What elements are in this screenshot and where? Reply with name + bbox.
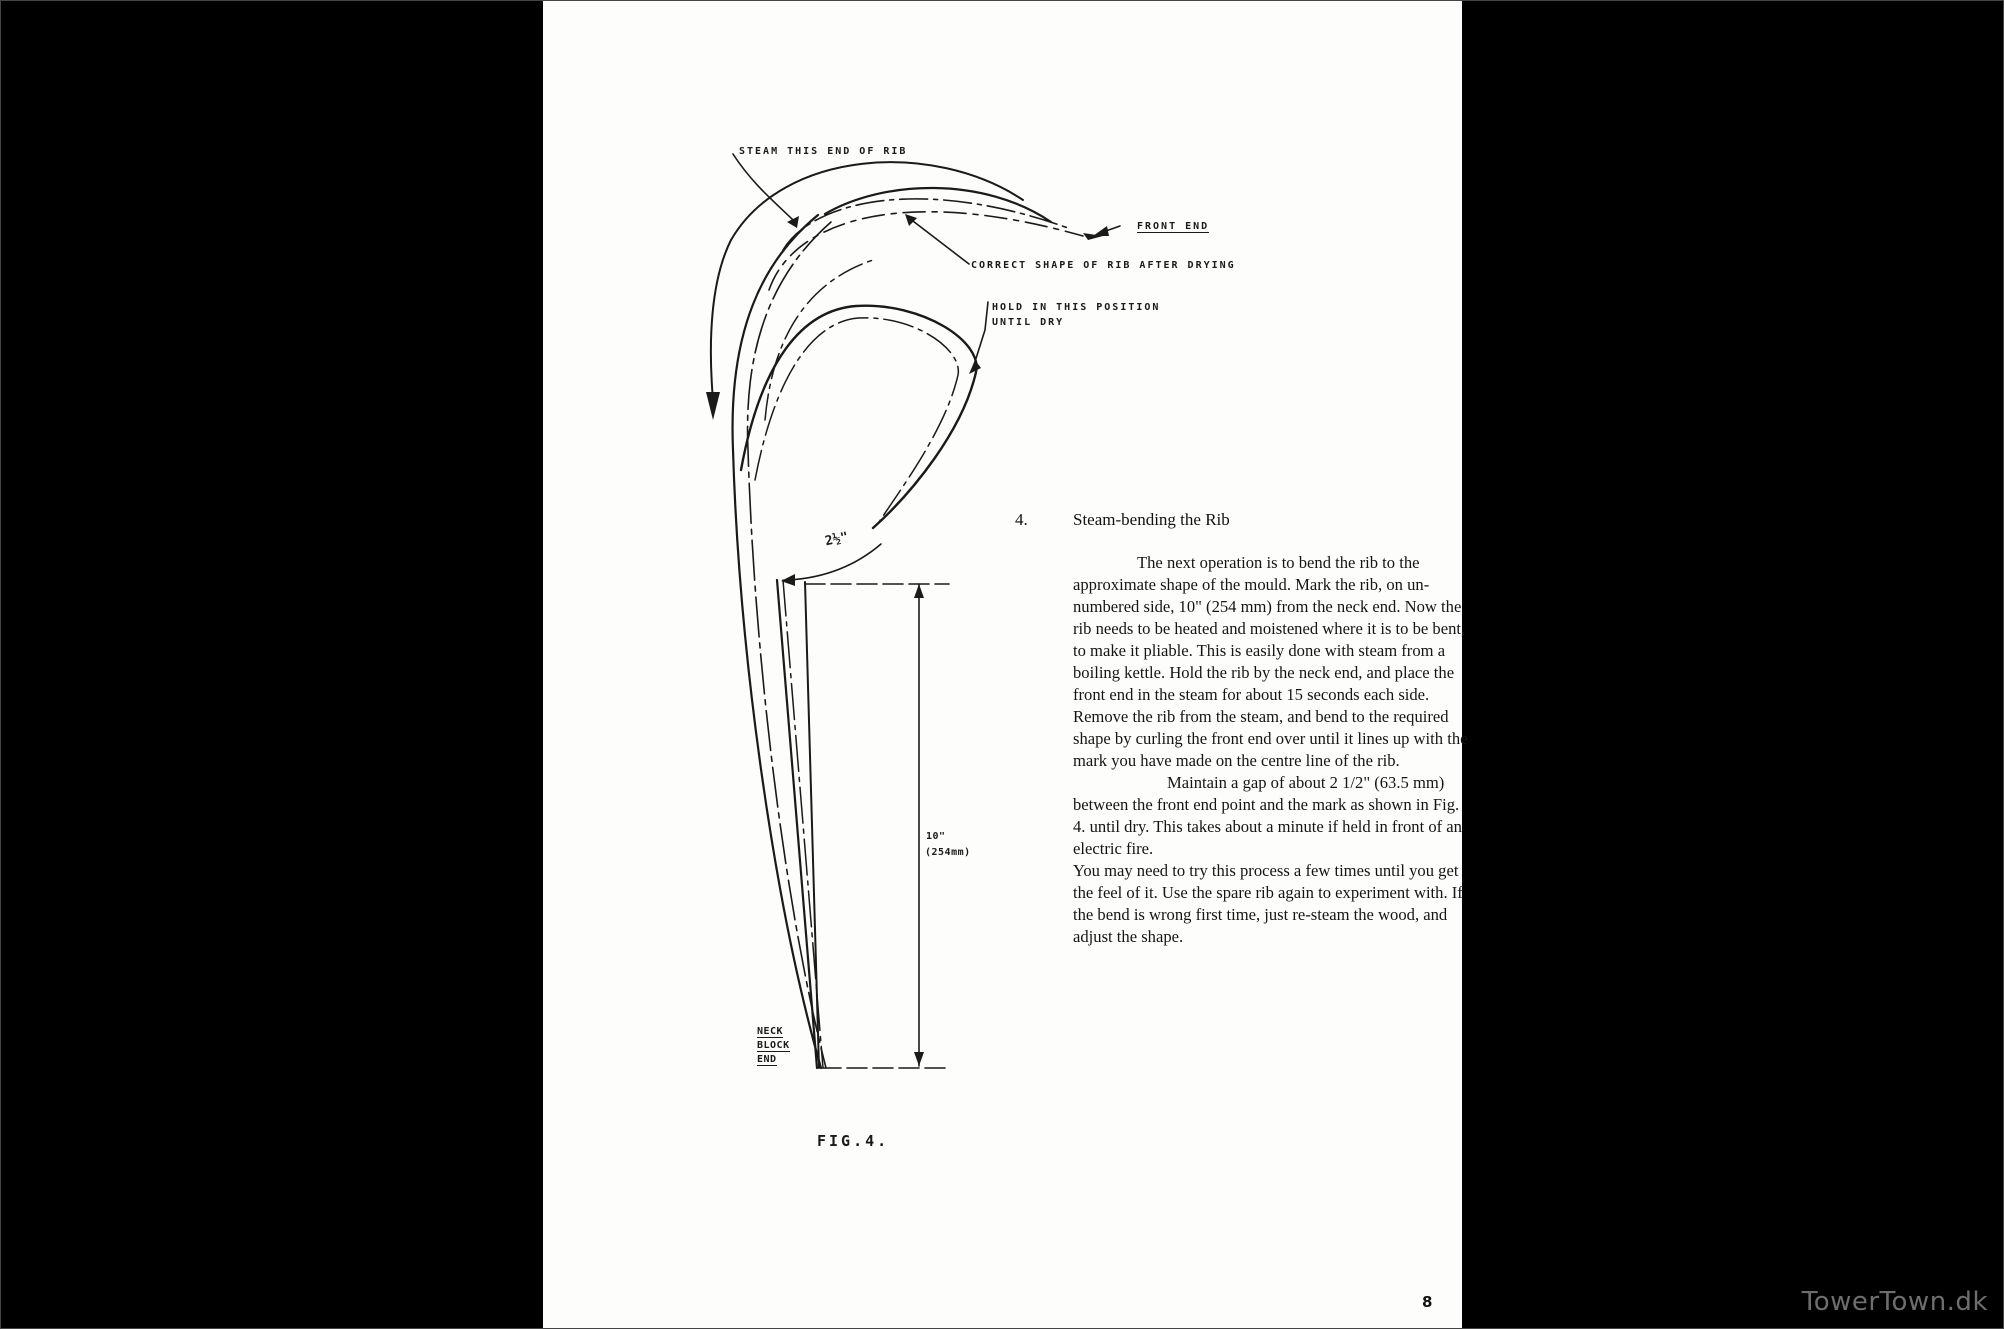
section-body	[1073, 552, 1473, 948]
section-heading	[1015, 510, 1230, 530]
label-hold-position: HOLD IN THIS POSITION	[992, 302, 1161, 313]
label-ten-inch: 10"	[926, 831, 946, 842]
section-number: 4.	[1015, 510, 1028, 529]
rib-outer-line	[733, 215, 821, 1068]
label-end: END	[757, 1054, 777, 1065]
label-254mm: (254mm)	[925, 847, 971, 858]
steam-arrow-head	[706, 392, 720, 420]
arrowhead-correct	[905, 214, 917, 226]
label-steam-this-end: STEAM THIS END OF RIB	[739, 146, 908, 157]
arrowhead-steam-leader	[787, 216, 799, 228]
gap-arc	[789, 544, 881, 580]
paragraph-3: You may need to try this process a few times until you get the feel of it. Use the spare rib again to experiment with. If the bend is wrong first time, just re-steam the wood, and adjust the shape.	[1073, 861, 1463, 946]
leader-steam	[733, 154, 793, 220]
held-loop-outer	[741, 306, 977, 528]
page-number: 8	[1422, 1293, 1433, 1311]
label-front-end: FRONT END	[1137, 221, 1210, 232]
figure-caption: FIG.4.	[817, 1132, 890, 1150]
document-page	[543, 0, 1468, 1329]
label-until-dry: UNTIL DRY	[992, 317, 1065, 328]
arrowhead-front	[1093, 226, 1109, 236]
arrowhead-measure-top	[914, 584, 924, 598]
watermark: TowerTown.dk	[1801, 1287, 1988, 1317]
section-title: Steam-bending the Rib	[1073, 510, 1230, 529]
arrowhead-measure-bottom	[914, 1052, 924, 1066]
label-neck: NECK	[757, 1026, 784, 1037]
label-correct-shape: CORRECT SHAPE OF RIB AFTER DRYING	[971, 260, 1236, 271]
paragraph-2: Maintain a gap of about 2 1/2" (63.5 mm) between the front end point and the mark as shown in Fig. 4. until dry. This takes about a minute if held in front of an electric fire.	[1073, 773, 1462, 858]
correct-shape-dashed	[769, 212, 1083, 290]
leader-correct	[909, 218, 969, 264]
paragraph-1: The next operation is to bend the rib to the approximate shape of the mould. Mark the rib, on un-numbered side, 10" (254 mm) from the neck end. Now the rib needs to be heated and moistened where it is to be bent, to make it pliable. This is easily done with steam from a boiling kettle. Hold the rib by the neck end, and place the front end in the steam for about 15 seconds each side. Remove the rib from the steam, and bend to the required shape by curling the front end over until it lines up with the mark you have made on the centre line of the rib.	[1073, 553, 1468, 770]
label-gap-measure: 2½"	[823, 529, 850, 550]
label-block: BLOCK	[757, 1040, 790, 1051]
